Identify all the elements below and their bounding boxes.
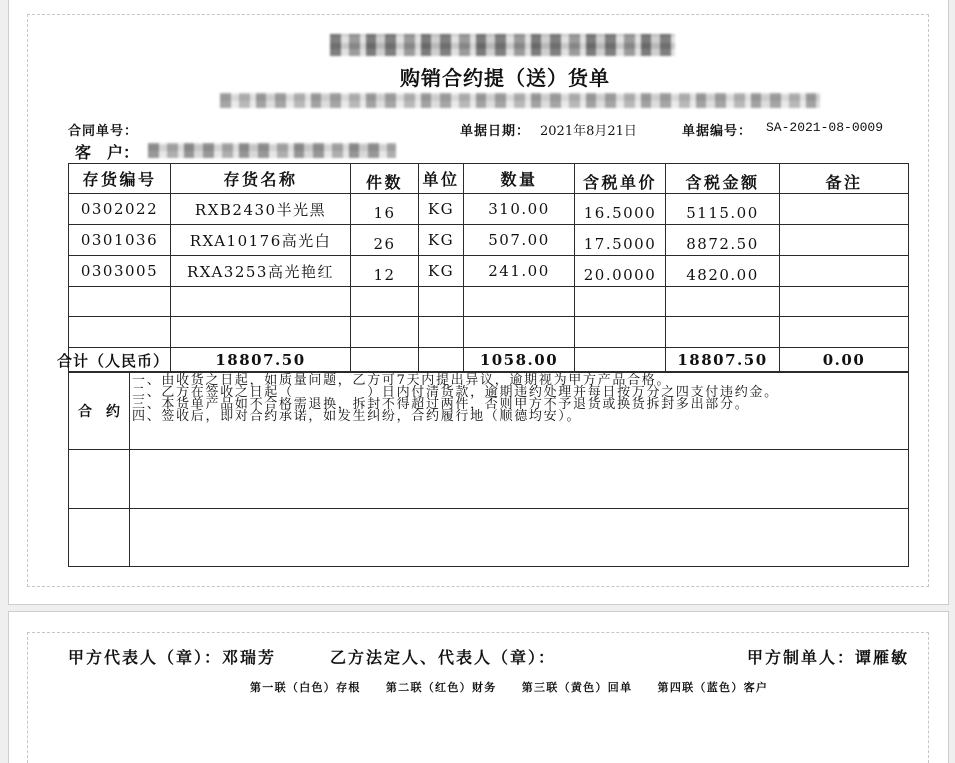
table-row [69, 225, 909, 256]
cell-remark [780, 194, 909, 225]
party-a-representative: 甲方代表人（章）：邓瑞芳 [68, 648, 277, 667]
cell-code: 0301036 [69, 225, 171, 256]
document-number-label: 单据编号： [682, 124, 753, 139]
empty-cell [419, 287, 464, 317]
blank-row [69, 450, 909, 509]
terms-text [130, 372, 909, 450]
table-row [69, 194, 909, 225]
copy-distribution-note [250, 679, 768, 695]
cell-code: 0302022 [69, 194, 171, 225]
copy-label: 第二联（红色）财务 [385, 681, 497, 694]
empty-cell [575, 348, 666, 373]
term-line: 三、本货单产品如不合格需退换，拆封不得超过两件，否则甲方不予退货或换货拆封多出部分。 [132, 397, 750, 412]
cell-unit: KG [419, 225, 464, 256]
contract-number-label: 合同单号： [68, 124, 139, 139]
totals-row [69, 348, 909, 373]
empty-cell [666, 287, 780, 317]
cell-pieces: 12 [351, 256, 419, 287]
document-number-value: SA-2021-08-0009 [766, 120, 884, 135]
cell-unit-price: 16.5000 [575, 194, 666, 225]
document-date-label: 单据日期： [460, 124, 531, 139]
empty-cell [780, 287, 909, 317]
empty-cell [419, 348, 464, 373]
totals-amount: 18807.50 [666, 348, 780, 373]
cell-quantity: 507.00 [464, 225, 575, 256]
copy-label: 第一联（白色）存根 [250, 681, 361, 694]
header-remark: 备注 [780, 164, 909, 194]
items-table [56, 163, 909, 373]
copy-label: 第三联（黄色）回单 [521, 681, 633, 694]
cell-name: RXA3253高光艳红 [171, 256, 351, 287]
table-row-empty [69, 317, 909, 348]
empty-cell [575, 317, 666, 348]
cell-code: 0303005 [69, 256, 171, 287]
cell-name: RXA10176高光白 [171, 225, 351, 256]
copy-label: 第四联（蓝色）客户 [657, 681, 769, 694]
document-date-value: 2021年8月21日 [540, 124, 637, 139]
blank-row [69, 509, 909, 567]
redacted-company-name [330, 34, 675, 56]
header-amount: 含税金额 [666, 164, 780, 194]
terms-label: 合 约 [69, 372, 130, 450]
terms-row [69, 372, 909, 450]
empty-cell [464, 317, 575, 348]
cell-unit-price: 20.0000 [575, 256, 666, 287]
cell-name: RXB2430半光黑 [171, 194, 351, 225]
empty-cell [69, 287, 171, 317]
cell-remark [780, 225, 909, 256]
header-quantity: 数量 [464, 164, 575, 194]
cell-unit-price: 17.5000 [575, 225, 666, 256]
cell-amount: 4820.00 [666, 256, 780, 287]
cell-quantity: 241.00 [464, 256, 575, 287]
header-name: 存货名称 [171, 164, 351, 194]
empty-cell [464, 287, 575, 317]
redacted-company-address [220, 93, 820, 108]
empty-cell [171, 317, 351, 348]
totals-label: 合计（人民币） [56, 351, 169, 370]
cell-pieces: 16 [351, 194, 419, 225]
cell-amount: 8872.50 [666, 225, 780, 256]
header-unit-price: 含税单价 [575, 164, 666, 194]
term-line: 一、由收货之日起，如质量问题，乙方可7天内提出异议，逾期视为甲方产品合格。 [132, 373, 672, 388]
header-code: 存货编号 [69, 164, 171, 194]
header-unit: 单位 [419, 164, 464, 194]
totals-amount-summary: 18807.50 [171, 348, 351, 373]
empty-cell [780, 317, 909, 348]
cell-unit: KG [419, 194, 464, 225]
cell-amount: 5115.00 [666, 194, 780, 225]
cell-pieces: 26 [351, 225, 419, 256]
empty-cell [69, 317, 171, 348]
customer-label: 客 户： [75, 143, 140, 162]
totals-label-cell [56, 348, 171, 373]
totals-label-clip [56, 350, 170, 371]
empty-cell [666, 317, 780, 348]
party-b-representative: 乙方法定人、代表人（章）： [330, 648, 557, 667]
redacted-customer-name [148, 143, 396, 158]
document-title: 购销合约提（送）货单 [400, 66, 610, 90]
term-line: 二、乙方在签收之日起（ ）日内付清货款，逾期违约处理并每日按万分之四支付违约金。 [132, 385, 779, 400]
document-preparer: 甲方制单人：谭雁敏 [746, 648, 909, 667]
totals-remark: 0.00 [780, 348, 909, 373]
term-line: 四、签收后，即对合约承诺，如发生纠纷，合约履行地（顺德均安）。 [132, 409, 582, 424]
terms-table [68, 371, 909, 567]
cell-quantity: 310.00 [464, 194, 575, 225]
totals-quantity: 1058.00 [464, 348, 575, 373]
empty-cell [575, 287, 666, 317]
table-header-row [69, 164, 909, 194]
table-row-empty [69, 287, 909, 317]
empty-cell [130, 509, 909, 567]
empty-cell [69, 450, 130, 509]
empty-cell [351, 348, 419, 373]
table-row [69, 256, 909, 287]
empty-cell [419, 317, 464, 348]
cell-remark [780, 256, 909, 287]
header-pieces: 件数 [351, 164, 419, 194]
empty-cell [351, 317, 419, 348]
empty-cell [69, 509, 130, 567]
empty-cell [130, 450, 909, 509]
empty-cell [171, 287, 351, 317]
empty-cell [351, 287, 419, 317]
cell-unit: KG [419, 256, 464, 287]
